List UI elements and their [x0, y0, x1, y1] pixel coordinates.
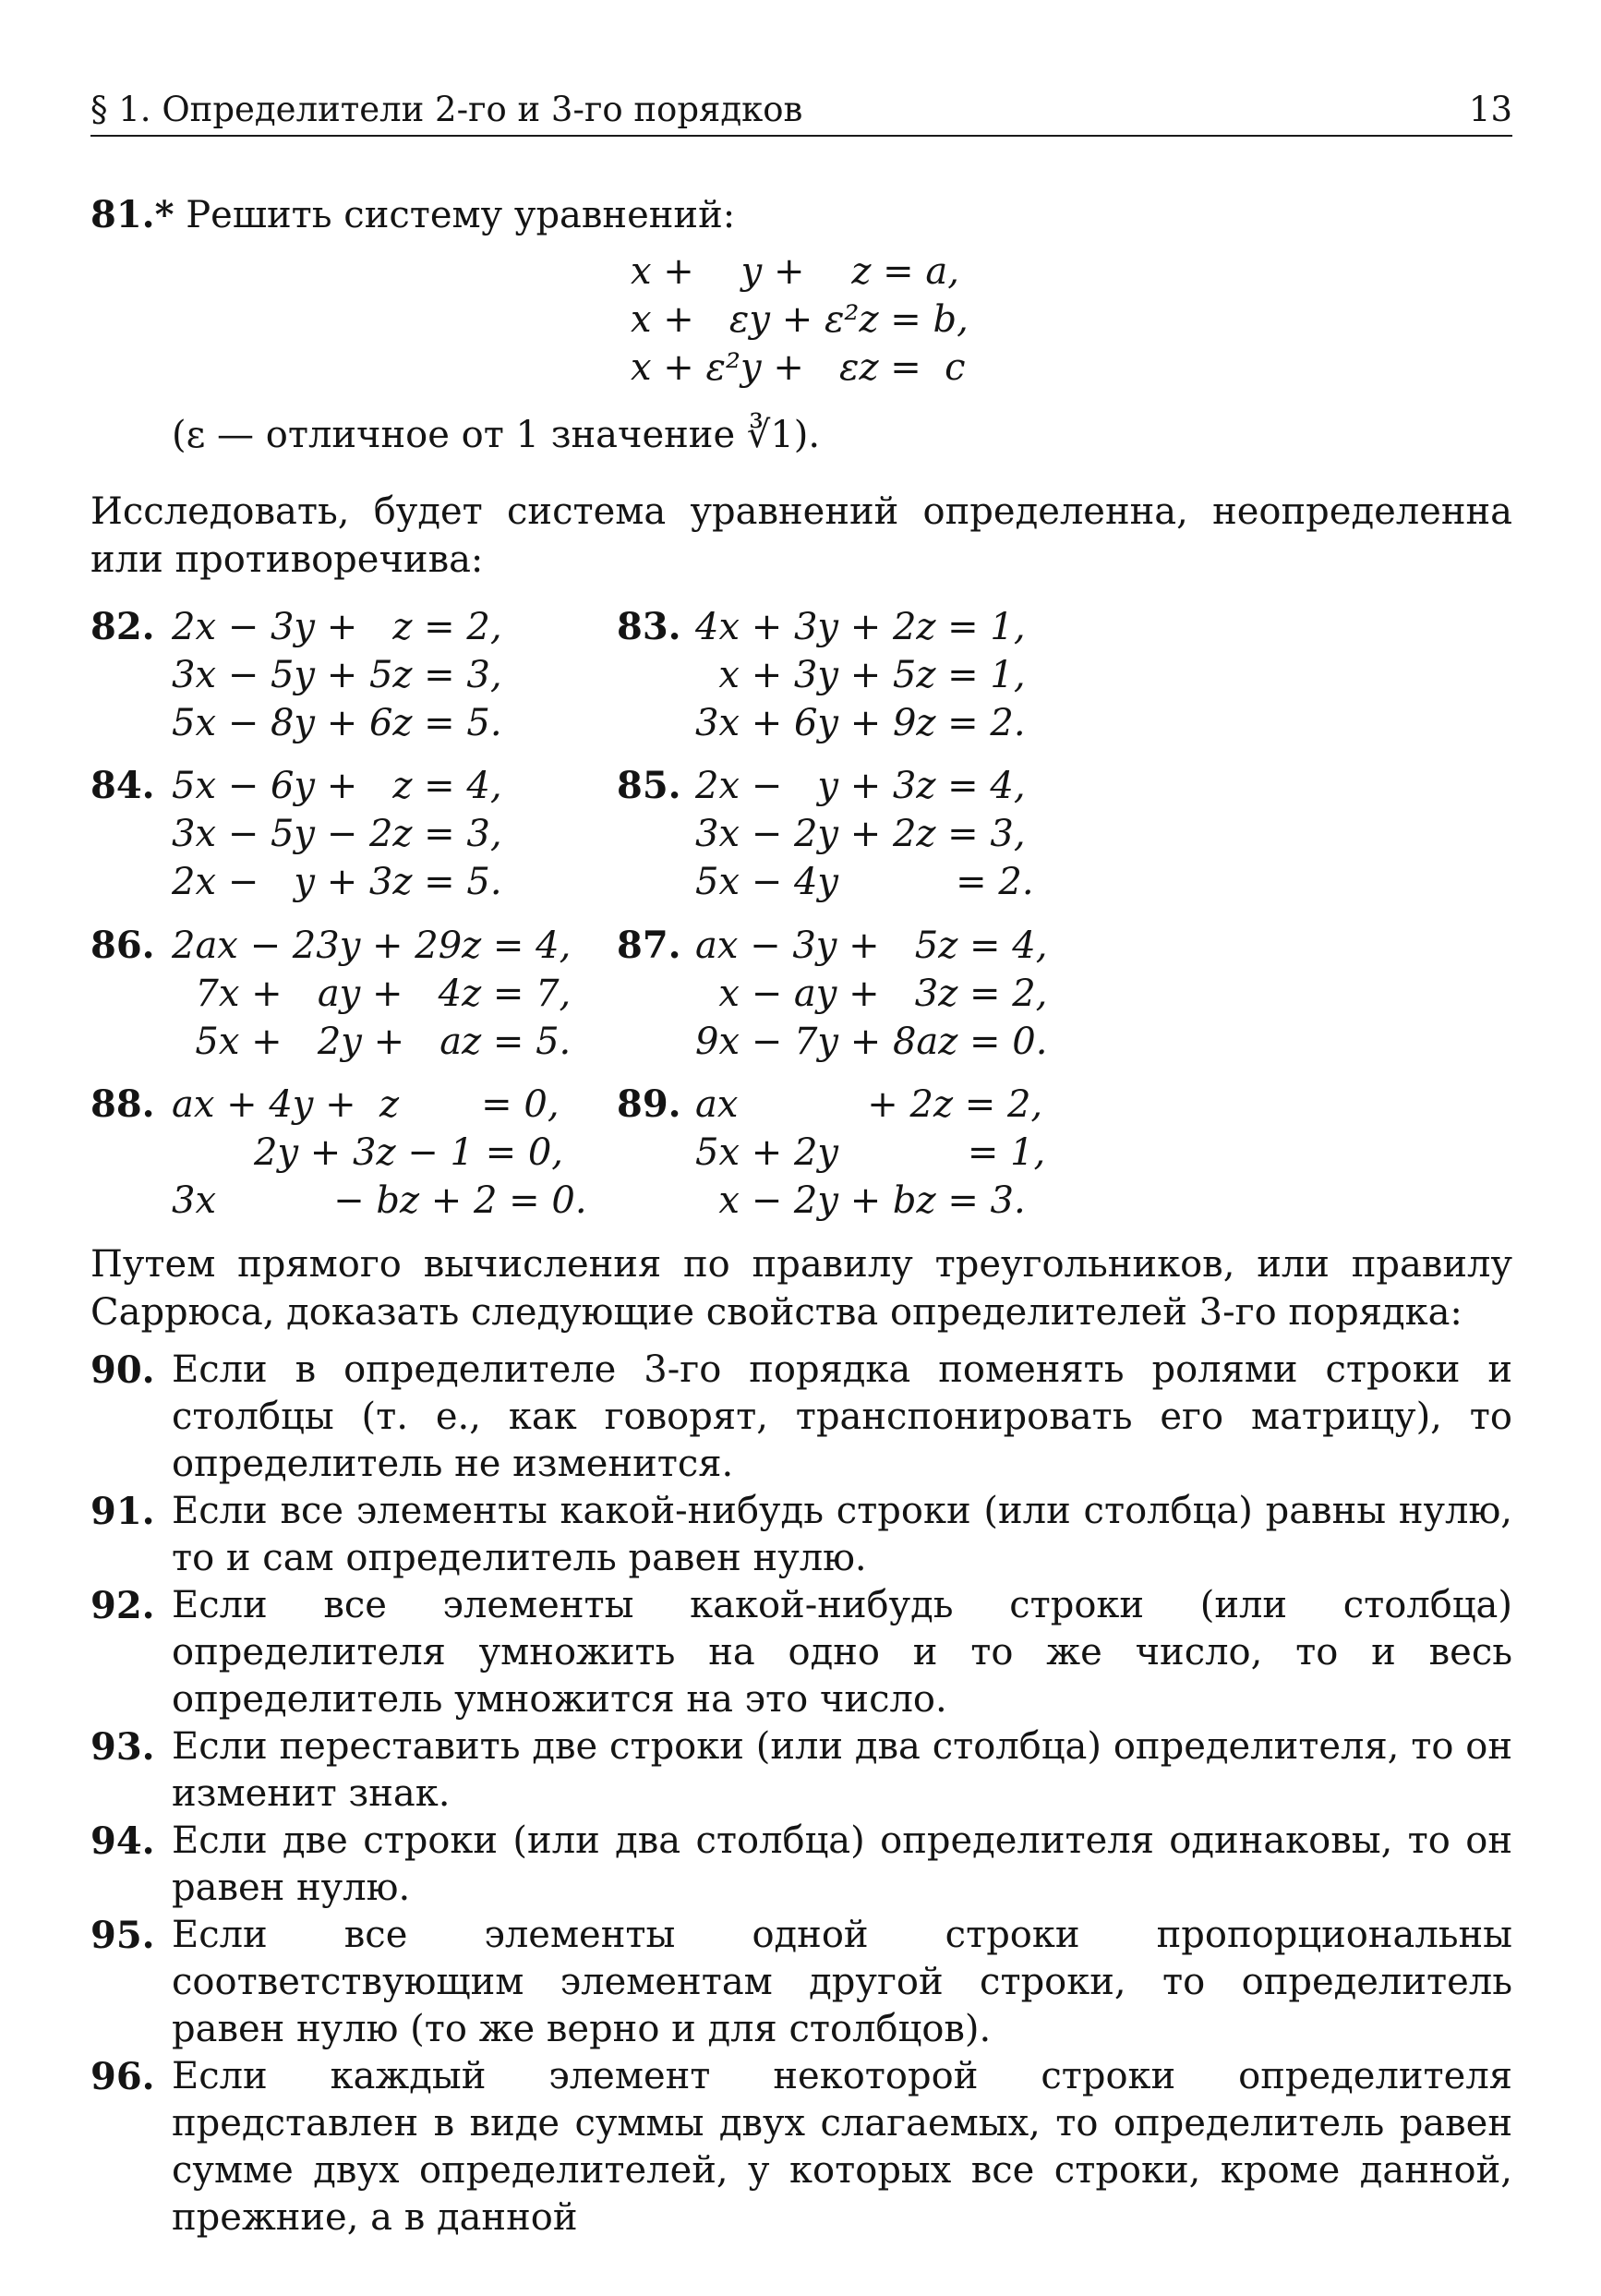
problem-number: 85. [617, 764, 681, 807]
equation-line: 5x − 8y + 6z = 5. [172, 702, 502, 744]
equation-line: 3x + 6y + 9z = 2. [695, 702, 1026, 744]
equation-line: 5x − 6y + z = 4, [172, 765, 502, 807]
system-86 [90, 922, 572, 1063]
system-84 [90, 762, 502, 903]
problem-81 [90, 192, 1512, 456]
equation-line: 3x − bz + 2 = 0. [172, 1179, 587, 1222]
property-text: Если переставить две строки (или два столбца) определителя, то он изменит знак. [172, 1725, 1512, 1815]
page [90, 81, 1512, 2239]
property-item [90, 1912, 1512, 2053]
problem-text: Решить систему уравнений: [186, 194, 736, 236]
running-header [90, 81, 1512, 137]
problem-number: 92. [90, 1584, 155, 1627]
problem-number: 82. [90, 605, 155, 648]
problem-number: 81.* [90, 193, 175, 236]
property-text: Если в определителе 3-го порядка поменять ролями строки и столбцы (т. е., как говорят, транспонировать его матрицу), то определитель не изменится. [172, 1348, 1512, 1485]
equation-line: 5x + 2y + az = 5. [172, 1021, 572, 1063]
equation-line: 3x − 5y + 5z = 3, [172, 654, 502, 696]
problem-number: 83. [617, 605, 681, 648]
problem-number: 94. [90, 1819, 155, 1863]
instructions-paragraph: Исследовать, будет система уравнений определенна, неопределенна или противоречива: [90, 490, 1512, 581]
equation-line: x + εy + ε²z = b, [631, 298, 969, 341]
equation-line: ax − 3y + 5z = 4, [695, 924, 1048, 967]
property-item [90, 1488, 1512, 1582]
problem-number: 95. [90, 1914, 155, 1957]
equation-line: 4x + 3y + 2z = 1, [695, 606, 1026, 648]
equation-line: x − ay + 3z = 2, [695, 973, 1048, 1015]
property-item [90, 1582, 1512, 1723]
equation-line: 2ax − 23y + 29z = 4, [172, 924, 572, 967]
problem-number: 84. [90, 764, 155, 807]
system-85 [617, 762, 1034, 903]
system-88 [90, 1081, 587, 1222]
equation-line: x + y + z = a, [631, 250, 959, 293]
system-82 [90, 603, 502, 744]
property-text: Если все элементы одной строки пропорциональны соответствующим элементам другой строки, то определитель равен нулю (то же верно и для столбцов). [172, 1914, 1512, 2050]
problem-number: 89. [617, 1082, 681, 1126]
equation-line: x − 2y + bz = 3. [695, 1179, 1026, 1222]
property-item [90, 1347, 1512, 1488]
problem-number: 91. [90, 1490, 155, 1533]
equation-line: 3x − 2y + 2z = 3, [695, 813, 1026, 855]
property-item [90, 1818, 1512, 1912]
equation-line: 5x + 2y = 1, [695, 1131, 1046, 1174]
problem-number: 96. [90, 2055, 155, 2098]
equation-line: ax + 2z = 2, [695, 1083, 1043, 1126]
system-89 [617, 1081, 1046, 1222]
property-text: Если каждый элемент некоторой строки определителя представлен в виде суммы двух слагаемых, то определитель равен сумме двух определителей, у которых все строки, кроме данной, прежние, а в данной [172, 2055, 1512, 2239]
instructions-paragraph-2: Путем прямого вычисления по правилу треугольников, или правилу Саррюса, доказать следующие свойства определителей 3-го порядка: [90, 1243, 1512, 1334]
equation-line: x + ε²y + εz = c [631, 346, 966, 389]
equation-line: ax + 4y + z = 0, [172, 1083, 560, 1126]
problem-note: (ε — отличное от 1 значение ∛1). [172, 414, 821, 456]
equation-line: 5x − 4y = 2. [695, 861, 1034, 903]
problem-number: 93. [90, 1725, 155, 1769]
equation-line: 7x + ay + 4z = 7, [172, 973, 572, 1015]
section-title: § 1. Определители 2-го и 3-го порядков [90, 89, 803, 129]
equation-line: 9x − 7y + 8az = 0. [695, 1021, 1048, 1063]
system-83 [617, 603, 1026, 744]
equation-line: 2x − y + 3z = 5. [172, 861, 502, 903]
page-number: 13 [1468, 89, 1512, 129]
equation-line: 2x − 3y + z = 2, [172, 606, 502, 648]
equation-line: x + 3y + 5z = 1, [695, 654, 1026, 696]
properties-list [90, 1347, 1512, 2242]
problem-number: 88. [90, 1082, 155, 1126]
problem-number: 86. [90, 924, 155, 967]
system-87 [617, 922, 1048, 1063]
equation-system-81 [631, 248, 969, 392]
property-item [90, 2053, 1512, 2242]
property-text: Если все элементы какой-нибудь строки (или столбца) равны нулю, то и сам определитель равен нулю. [172, 1490, 1512, 1579]
equation-line: 2y + 3z − 1 = 0, [172, 1131, 564, 1174]
property-text: Если две строки (или два столбца) определителя одинаковы, то он равен нулю. [172, 1819, 1512, 1909]
problem-number: 90. [90, 1348, 155, 1392]
property-item [90, 1723, 1512, 1818]
problem-number: 87. [617, 924, 681, 967]
equation-line: 2x − y + 3z = 4, [695, 765, 1026, 807]
property-text: Если все элементы какой-нибудь строки (или столбца) определителя умножить на одно и то же число, то и весь определитель умножится на это число. [172, 1584, 1512, 1721]
equation-line: 3x − 5y − 2z = 3, [172, 813, 502, 855]
